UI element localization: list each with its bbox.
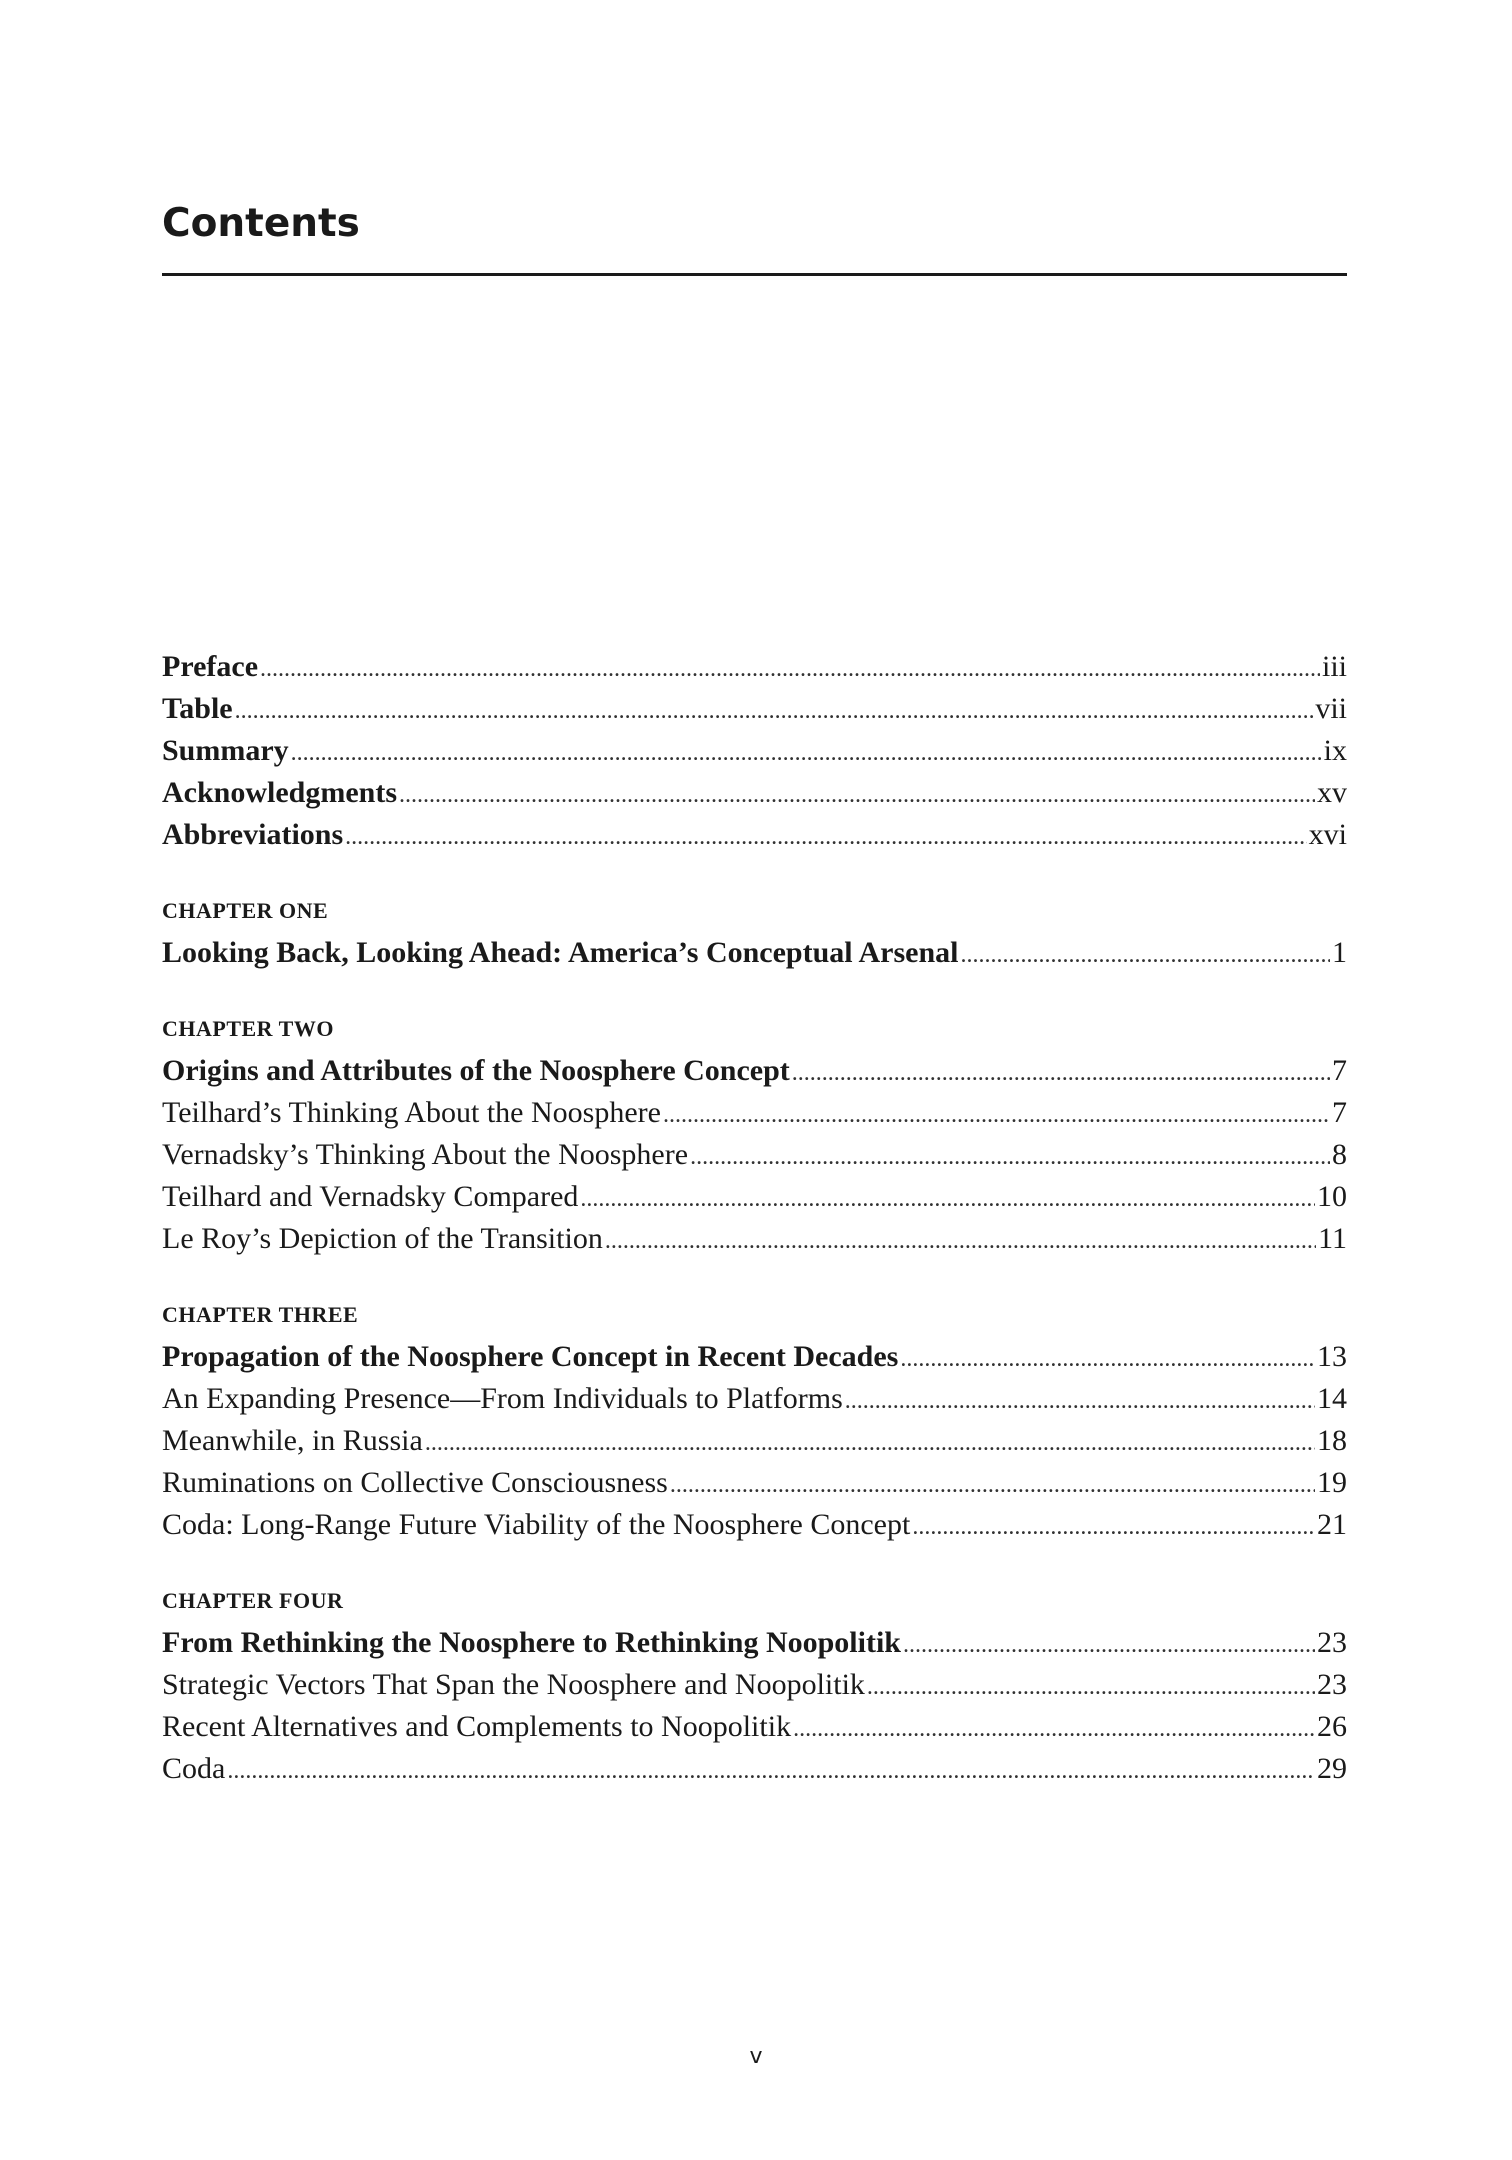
toc-entry-title: Propagation of the Noosphere Concept in Recent Decades xyxy=(162,1340,899,1373)
dot-leader xyxy=(235,690,1314,732)
toc-entry-page: 29 xyxy=(1317,1752,1347,1785)
dot-leader xyxy=(670,1464,1315,1506)
toc-entry-title: Preface xyxy=(162,650,259,683)
toc-entry-chapter-title[interactable] xyxy=(162,932,1347,974)
toc-entry-title: Abbreviations xyxy=(162,818,344,851)
title-rule xyxy=(162,273,1347,276)
toc-entry-section[interactable] xyxy=(162,1664,1347,1706)
toc-entry-section[interactable] xyxy=(162,1462,1347,1504)
toc-entry-title: Coda xyxy=(162,1752,226,1785)
dot-leader xyxy=(960,934,1330,976)
dot-leader xyxy=(867,1666,1315,1708)
toc-entry-table[interactable] xyxy=(162,688,1347,730)
chapter-two-section xyxy=(162,1012,1347,1260)
toc-entry-title: From Rethinking the Noosphere to Rethinking Noopolitik xyxy=(162,1626,901,1659)
toc-entry-page: 23 xyxy=(1317,1626,1347,1659)
toc-entry-page: 18 xyxy=(1317,1424,1347,1457)
dot-leader xyxy=(845,1380,1315,1422)
toc-entry-page: iii xyxy=(1321,650,1347,683)
dot-leader xyxy=(580,1178,1315,1220)
toc-entry-page: 13 xyxy=(1317,1340,1347,1373)
toc-entry-chapter-title[interactable] xyxy=(162,1050,1347,1092)
toc-entry-page: 14 xyxy=(1317,1382,1347,1415)
toc-entry-section[interactable] xyxy=(162,1092,1347,1134)
dot-leader xyxy=(903,1624,1315,1666)
toc-entry-title: Origins and Attributes of the Noosphere Concept xyxy=(162,1054,790,1087)
toc-entry-title: Vernadsky’s Thinking About the Noosphere xyxy=(162,1138,689,1171)
toc-entry-page: 7 xyxy=(1332,1096,1347,1129)
chapter-four-section xyxy=(162,1584,1347,1790)
toc-entry-section[interactable] xyxy=(162,1218,1347,1260)
toc-entry-title: Le Roy’s Depiction of the Transition xyxy=(162,1222,603,1255)
dot-leader xyxy=(260,648,1320,690)
toc-entry-title: Recent Alternatives and Complements to Noopolitik xyxy=(162,1710,792,1743)
toc-entry-chapter-title[interactable] xyxy=(162,1336,1347,1378)
toc-entry-page: xvi xyxy=(1308,818,1347,851)
toc-entry-abbreviations[interactable] xyxy=(162,814,1347,856)
toc-entry-title: Meanwhile, in Russia xyxy=(162,1424,423,1457)
dot-leader xyxy=(793,1708,1315,1750)
toc-entry-title: Coda: Long-Range Future Viability of the Noosphere Concept xyxy=(162,1508,911,1541)
toc-entry-page: 21 xyxy=(1317,1508,1347,1541)
toc-entry-page: 1 xyxy=(1332,936,1347,969)
toc-entry-page: 7 xyxy=(1332,1054,1347,1087)
chapter-label: CHAPTER THREE xyxy=(162,1302,359,1327)
page-number: v xyxy=(749,2044,763,2069)
toc-entry-title: Teilhard’s Thinking About the Noosphere xyxy=(162,1096,661,1129)
chapter-label: CHAPTER FOUR xyxy=(162,1588,344,1613)
toc-entry-page: 19 xyxy=(1317,1466,1347,1499)
chapter-label: CHAPTER TWO xyxy=(162,1016,334,1041)
dot-leader xyxy=(900,1338,1315,1380)
toc-entry-section[interactable] xyxy=(162,1706,1347,1748)
toc-entry-title: Ruminations on Collective Consciousness xyxy=(162,1466,668,1499)
dot-leader xyxy=(663,1094,1330,1136)
toc-entry-title: Strategic Vectors That Span the Noosphere and Noopolitik xyxy=(162,1668,865,1701)
toc-entry-section[interactable] xyxy=(162,1420,1347,1462)
toc-entry-title: Table xyxy=(162,692,233,725)
dot-leader xyxy=(399,774,1315,816)
table-of-contents xyxy=(162,646,1347,1790)
dot-leader xyxy=(605,1220,1316,1262)
toc-entry-page: ix xyxy=(1323,734,1347,767)
toc-entry-section[interactable] xyxy=(162,1378,1347,1420)
dot-leader xyxy=(792,1052,1330,1094)
chapter-label: CHAPTER ONE xyxy=(162,898,329,923)
toc-entry-acknowledgments[interactable] xyxy=(162,772,1347,814)
dot-leader xyxy=(425,1422,1315,1464)
dot-leader xyxy=(690,1136,1330,1178)
toc-entry-section[interactable] xyxy=(162,1176,1347,1218)
chapter-one-section xyxy=(162,894,1347,974)
toc-entry-section[interactable] xyxy=(162,1504,1347,1546)
toc-entry-preface[interactable] xyxy=(162,646,1347,688)
toc-entry-page: 8 xyxy=(1332,1138,1347,1171)
front-matter-list xyxy=(162,646,1347,856)
toc-entry-section[interactable] xyxy=(162,1134,1347,1176)
toc-entry-page: 10 xyxy=(1317,1180,1347,1213)
toc-entry-title: Teilhard and Vernadsky Compared xyxy=(162,1180,579,1213)
toc-entry-page: xv xyxy=(1317,776,1347,809)
toc-entry-summary[interactable] xyxy=(162,730,1347,772)
dot-leader xyxy=(912,1506,1315,1548)
toc-entry-title: Looking Back, Looking Ahead: America’s Conceptual Arsenal xyxy=(162,936,959,969)
toc-entry-section[interactable] xyxy=(162,1748,1347,1790)
toc-entry-page: 11 xyxy=(1318,1222,1347,1255)
toc-entry-title: Summary xyxy=(162,734,289,767)
toc-entry-chapter-title[interactable] xyxy=(162,1622,1347,1664)
dot-leader xyxy=(345,816,1307,858)
dot-leader xyxy=(227,1750,1315,1792)
toc-entry-title: An Expanding Presence—From Individuals to Platforms xyxy=(162,1382,843,1415)
toc-entry-page: 23 xyxy=(1317,1668,1347,1701)
toc-entry-page: 26 xyxy=(1317,1710,1347,1743)
page-title: Contents xyxy=(162,201,360,246)
dot-leader xyxy=(291,732,1322,774)
toc-entry-page: vii xyxy=(1315,692,1347,725)
chapter-three-section xyxy=(162,1298,1347,1546)
toc-entry-title: Acknowledgments xyxy=(162,776,398,809)
